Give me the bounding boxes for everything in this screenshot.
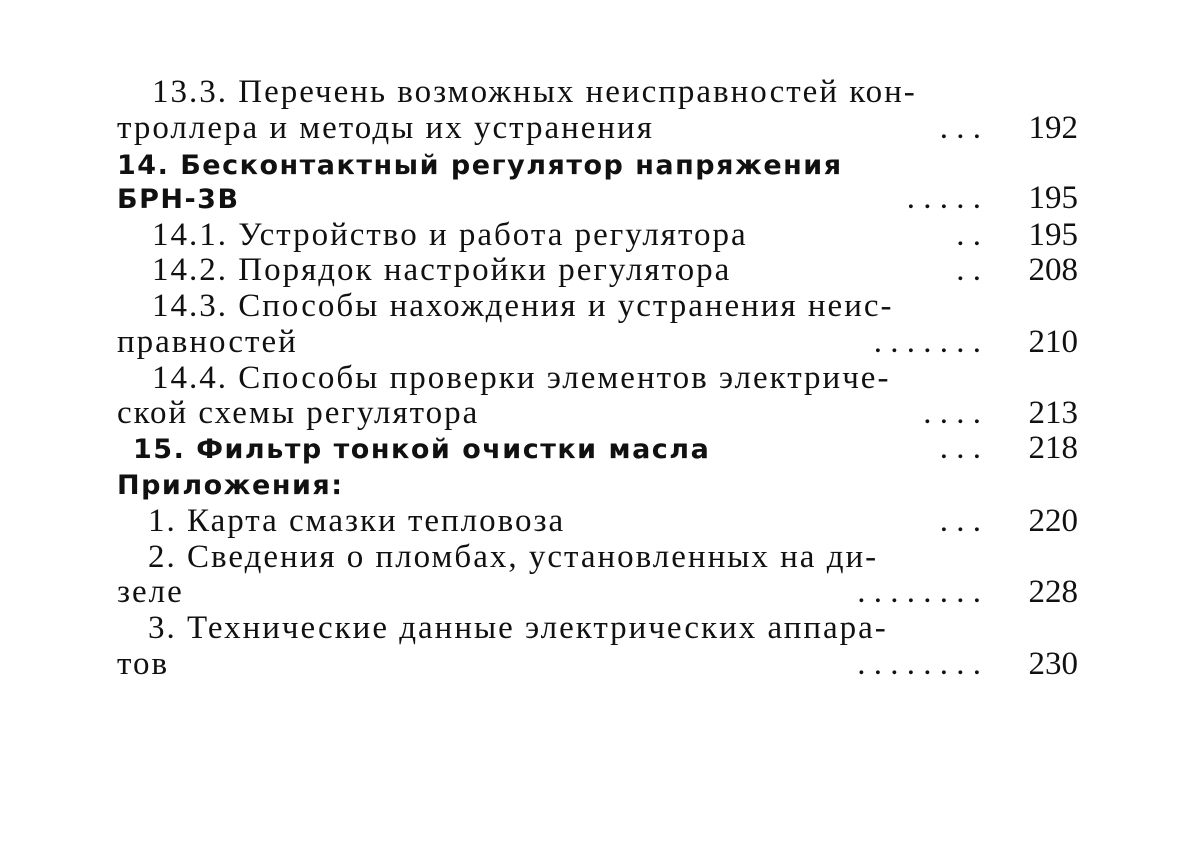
toc-section-heading: 15. Фильтр тонкой очистки масла [133, 434, 711, 465]
toc-entry-text: 13.3. Перечень возможных неисправностей кон- [152, 74, 917, 110]
toc-leader-dots: . . . [939, 110, 981, 146]
toc-page-number: 228 [1028, 574, 1078, 610]
toc-leader-dots: . . . . . . . . [857, 574, 981, 610]
toc-line [0, 74, 1201, 114]
toc-entry-text: ской схемы регулятора [117, 395, 480, 431]
toc-entry-text: 14.3. Способы нахождения и устранения неис- [152, 288, 894, 324]
toc-entry-text: 1. Карта смазки тепловоза [148, 503, 566, 539]
toc-line [0, 180, 1201, 220]
toc-section-heading: БРН-3В [117, 184, 240, 215]
toc-line [0, 539, 1201, 579]
toc-page-number: 230 [1028, 646, 1078, 682]
toc-leader-dots: . . . . . [906, 180, 981, 216]
toc-line [0, 360, 1201, 400]
toc-page-number: 195 [1028, 217, 1078, 253]
toc-leader-dots: . . . . . . . . [857, 646, 981, 682]
toc-page-number: 210 [1028, 324, 1078, 360]
toc-entry-text: тов [117, 646, 170, 682]
toc-line [0, 395, 1201, 435]
toc-page-number: 195 [1028, 180, 1078, 216]
toc-leader-dots: . . [956, 217, 981, 253]
toc-leader-dots: . . . . . . . [873, 324, 981, 360]
toc-line [0, 324, 1201, 364]
toc-entry-text: зеле [117, 574, 184, 610]
toc-entry-text: 14.1. Устройство и работа регулятора [152, 217, 748, 253]
toc-appendix-heading: Приложения: [117, 470, 344, 501]
toc-page-number: 218 [1028, 430, 1078, 466]
toc-line [0, 503, 1201, 543]
toc-leader-dots: . . . [939, 503, 981, 539]
toc-page-number: 208 [1028, 252, 1078, 288]
toc-line [0, 466, 1201, 506]
toc-line [0, 430, 1201, 470]
toc-section-heading: 14. Бесконтактный регулятор напряжения [117, 150, 843, 181]
toc-page-number: 220 [1028, 503, 1078, 539]
toc-line [0, 574, 1201, 614]
toc-page-number: 213 [1028, 395, 1078, 431]
toc-entry-text: 14.2. Порядок настройки регулятора [152, 252, 732, 288]
toc-line [0, 646, 1201, 686]
toc-entry-text: 3. Технические данные электрических аппара- [148, 610, 888, 646]
toc-line [0, 110, 1201, 150]
toc-line [0, 288, 1201, 328]
toc-leader-dots: . . . . [923, 395, 981, 431]
toc-entry-text: троллера и методы их устранения [117, 110, 654, 146]
toc-line [0, 610, 1201, 650]
toc-entry-text: правностей [117, 324, 298, 360]
toc-line [0, 217, 1201, 257]
toc-line [0, 252, 1201, 292]
toc-entry-text: 14.4. Способы проверки элементов электриче- [152, 360, 891, 396]
toc-entry-text: 2. Сведения о пломбах, установленных на ди- [148, 539, 879, 575]
toc-page-number: 192 [1028, 110, 1078, 146]
toc-leader-dots: . . [956, 252, 981, 288]
toc-leader-dots: . . . [939, 430, 981, 466]
